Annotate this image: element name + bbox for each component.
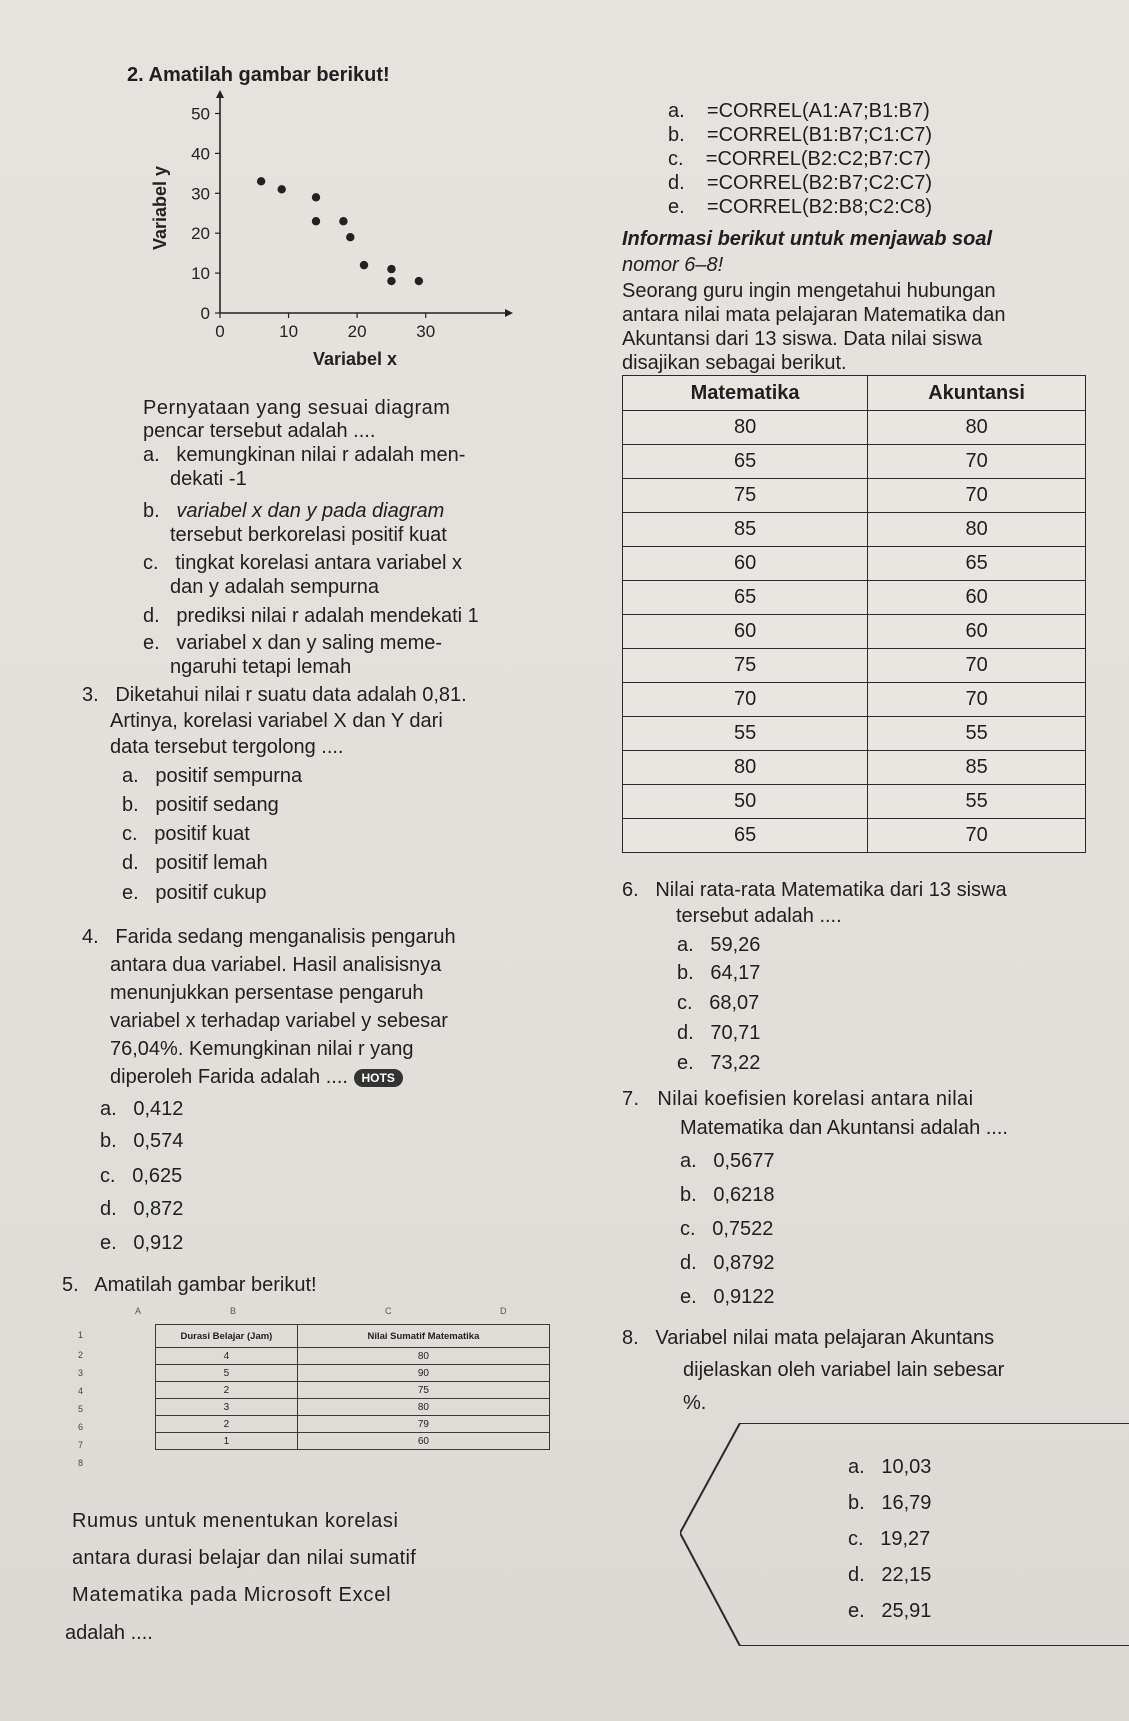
- q7-stem-2: Matematika dan Akuntansi adalah ....: [680, 1117, 1008, 1139]
- q2-option-b-cont: tersebut berkorelasi positif kuat: [170, 524, 447, 546]
- scatter-point: [346, 233, 354, 241]
- q6-option-d[interactable]: d. 70,71: [677, 1022, 761, 1044]
- q2-option-d[interactable]: d. prediksi nilai r adalah mendekati 1: [143, 605, 479, 627]
- q4-stem-5: 76,04%. Kemungkinan nilai r yang: [110, 1038, 414, 1060]
- table-row: [623, 751, 1086, 785]
- row-num: 1: [78, 1330, 84, 1340]
- table-row: [623, 819, 1086, 853]
- scatter-point: [339, 217, 347, 225]
- cell-matematika: 60: [623, 547, 868, 581]
- q4-stem-6: diperoleh Farida adalah .... HOTS: [110, 1064, 403, 1090]
- q7-option-a[interactable]: a. 0,5677: [680, 1150, 775, 1172]
- q4-option-b[interactable]: b. 0,574: [100, 1130, 184, 1152]
- info-text-3: Akuntansi dari 13 siswa. Data nilai siswa: [622, 328, 983, 350]
- y-tick-label: 30: [191, 184, 210, 204]
- cell-akuntansi: 70: [868, 649, 1086, 683]
- cell-duration: 3: [156, 1399, 298, 1416]
- q6-option-c[interactable]: c. 68,07: [677, 992, 760, 1014]
- q6-stem-1: 6. Nilai rata-rata Matematika dari 13 siswa: [622, 879, 1007, 901]
- col-head-c: C: [385, 1306, 392, 1316]
- scatter-point: [312, 217, 320, 225]
- info-text-2: antara nilai mata pelajaran Matematika dan: [622, 304, 1006, 326]
- info-heading-1: Informasi berikut untuk menjawab soal: [622, 228, 993, 250]
- cell-duration: 5: [156, 1365, 298, 1382]
- cell-akuntansi: 55: [868, 785, 1086, 819]
- q2-option-c[interactable]: c. tingkat korelasi antara variabel x: [143, 552, 463, 574]
- cell-akuntansi: 85: [868, 751, 1086, 785]
- table-row: [156, 1399, 550, 1416]
- cell-score: 79: [297, 1416, 549, 1433]
- q5-option-b[interactable]: b. =CORREL(B1:B7;C1:C7): [668, 124, 932, 146]
- q8-stem-3: %.: [683, 1392, 707, 1414]
- table-row: [156, 1382, 550, 1399]
- q4-option-c[interactable]: c. 0,625: [100, 1165, 183, 1187]
- cell-akuntansi: 70: [868, 479, 1086, 513]
- excel-mini-table: [75, 1306, 507, 1478]
- cell-akuntansi: 60: [868, 615, 1086, 649]
- x-tick-label: 30: [416, 322, 436, 341]
- col-head-b: B: [230, 1306, 237, 1316]
- cell-akuntansi: 70: [868, 683, 1086, 717]
- q5-prompt-4: adalah ....: [65, 1622, 153, 1644]
- header-matematika: Matematika: [623, 376, 868, 411]
- scatter-point: [278, 185, 286, 193]
- y-axis-arrow: [216, 90, 224, 98]
- info-text-1: Seorang guru ingin mengetahui hubungan: [622, 280, 996, 302]
- table-row: [156, 1416, 550, 1433]
- cell-matematika: 55: [623, 717, 868, 751]
- q5-stem: 5. Amatilah gambar berikut!: [62, 1274, 317, 1296]
- cell-akuntansi: 60: [868, 581, 1086, 615]
- q4-stem-3: menunjukkan persentase pengaruh: [110, 982, 424, 1004]
- q6-stem-2: tersebut adalah ....: [676, 905, 842, 927]
- q3-option-d[interactable]: d. positif lemah: [122, 852, 268, 874]
- q3-option-c[interactable]: c. positif kuat: [122, 823, 250, 845]
- table-row: [623, 717, 1086, 751]
- hots-badge: HOTS: [354, 1069, 403, 1087]
- q4-stem-1: 4. Farida sedang menganalisis pengaruh: [82, 926, 456, 948]
- cell-matematika: 50: [623, 785, 868, 819]
- cell-matematika: 80: [623, 411, 868, 445]
- q6-option-e[interactable]: e. 73,22: [677, 1052, 761, 1074]
- x-tick-label: 20: [347, 322, 367, 341]
- q8-option-a[interactable]: a. 10,03: [848, 1456, 932, 1478]
- mini-header-duration: Durasi Belajar (Jam): [156, 1325, 298, 1348]
- q5-prompt-1: Rumus untuk menentukan korelasi: [72, 1510, 399, 1532]
- y-axis-label: Variabel y: [150, 165, 170, 251]
- table-row: [623, 785, 1086, 819]
- q5-prompt-3: Matematika pada Microsoft Excel: [72, 1584, 392, 1606]
- q2-option-c-cont: dan y adalah sempurna: [170, 576, 380, 598]
- table-row: [623, 615, 1086, 649]
- q3-stem-2: Artinya, korelasi variabel X dan Y dari: [110, 710, 443, 732]
- q3-stem-3: data tersebut tergolong ....: [110, 736, 344, 758]
- info-heading-2: nomor 6–8!: [622, 254, 724, 276]
- x-tick-label: 10: [279, 322, 299, 341]
- cell-akuntansi: 55: [868, 717, 1086, 751]
- q8-option-c[interactable]: c. 19,27: [848, 1528, 931, 1550]
- scatter-point: [257, 177, 265, 185]
- cell-akuntansi: 65: [868, 547, 1086, 581]
- x-axis-arrow: [505, 309, 513, 317]
- q8-stem-1: 8. Variabel nilai mata pelajaran Akuntans: [622, 1327, 995, 1349]
- row-num: 8: [78, 1458, 84, 1468]
- q7-option-b[interactable]: b. 0,6218: [680, 1184, 775, 1206]
- q2-option-e-cont: ngaruhi tetapi lemah: [170, 656, 352, 678]
- cell-matematika: 80: [623, 751, 868, 785]
- chart-points: [257, 177, 423, 285]
- cell-score: 60: [297, 1433, 549, 1450]
- q4-stem-4: variabel x terhadap variabel y sebesar: [110, 1010, 448, 1032]
- scores-table: [622, 375, 1086, 853]
- row-num: 5: [78, 1404, 84, 1414]
- q6-option-a[interactable]: a. 59,26: [677, 934, 761, 956]
- mini-table-body: [156, 1348, 550, 1450]
- table-row: [623, 479, 1086, 513]
- q2-option-a[interactable]: a. kemungkinan nilai r adalah men-: [143, 444, 466, 466]
- cell-matematika: 65: [623, 819, 868, 853]
- cell-matematika: 65: [623, 445, 868, 479]
- cell-score: 80: [297, 1399, 549, 1416]
- q2-option-a-cont: dekati -1: [170, 468, 247, 490]
- y-tick-label: 50: [191, 104, 210, 124]
- q7-option-e[interactable]: e. 0,9122: [680, 1286, 775, 1308]
- cell-matematika: 75: [623, 649, 868, 683]
- cell-score: 75: [297, 1382, 549, 1399]
- q4-option-e[interactable]: e. 0,912: [100, 1232, 184, 1254]
- q4-option-d[interactable]: d. 0,872: [100, 1198, 184, 1220]
- table-row: [156, 1365, 550, 1382]
- cell-score: 90: [297, 1365, 549, 1382]
- row-num: 4: [78, 1386, 84, 1396]
- scores-table-body: [623, 411, 1086, 853]
- cell-score: 80: [297, 1348, 549, 1365]
- scatter-point: [312, 193, 320, 201]
- scatter-point: [415, 277, 423, 285]
- table-row: [623, 581, 1086, 615]
- table-row: [623, 649, 1086, 683]
- y-tick-label: 20: [191, 224, 210, 244]
- q8-stem-2: dijelaskan oleh variabel lain sebesar: [683, 1359, 1005, 1381]
- table-row: [623, 683, 1086, 717]
- q7-option-c[interactable]: c. 0,7522: [680, 1218, 774, 1240]
- table-row: [623, 411, 1086, 445]
- y-tick-label: 0: [200, 304, 210, 323]
- table-row: [156, 1348, 550, 1365]
- mini-data-table: [155, 1324, 550, 1450]
- info-text-4: disajikan sebagai berikut.: [622, 352, 847, 374]
- x-axis-label: Variabel x: [312, 349, 398, 369]
- cell-matematika: 75: [623, 479, 868, 513]
- q2-statement-1: Pernyataan yang sesuai diagram: [143, 397, 451, 419]
- cell-matematika: 60: [623, 615, 868, 649]
- cell-akuntansi: 80: [868, 513, 1086, 547]
- row-num: 7: [78, 1440, 84, 1450]
- q4-stem-2: antara dua variabel. Hasil analisisnya: [110, 954, 442, 976]
- cell-akuntansi: 70: [868, 445, 1086, 479]
- scatter-point: [387, 265, 395, 273]
- col-head-d: D: [500, 1306, 507, 1316]
- cell-matematika: 65: [623, 581, 868, 615]
- mini-header-score: Nilai Sumatif Matematika: [297, 1325, 549, 1348]
- row-num: 2: [78, 1350, 84, 1360]
- q2-title: 2. Amatilah gambar berikut!: [127, 64, 390, 86]
- table-row: [623, 513, 1086, 547]
- cell-duration: 2: [156, 1416, 298, 1433]
- scatter-plot: [150, 88, 530, 388]
- cell-matematika: 85: [623, 513, 868, 547]
- q3-option-e[interactable]: e. positif cukup: [122, 882, 267, 904]
- q7-option-d[interactable]: d. 0,8792: [680, 1252, 775, 1274]
- q8-option-e[interactable]: e. 25,91: [848, 1600, 932, 1622]
- q7-stem-1: 7. Nilai koefisien korelasi antara nilai: [622, 1088, 974, 1110]
- q6-option-b[interactable]: b. 64,17: [677, 962, 761, 984]
- scatter-point: [360, 261, 368, 269]
- row-num: 6: [78, 1422, 84, 1432]
- chart-axes: [216, 90, 513, 317]
- q5-prompt-2: antara durasi belajar dan nilai sumatif: [72, 1547, 417, 1569]
- table-row: [156, 1433, 550, 1450]
- cell-akuntansi: 80: [868, 411, 1086, 445]
- q8-option-b[interactable]: b. 16,79: [848, 1492, 932, 1514]
- scatter-point: [387, 277, 395, 285]
- cell-duration: 1: [156, 1433, 298, 1450]
- q5-option-e[interactable]: e. =CORREL(B2:B8;C2:C8): [668, 196, 932, 218]
- q4-option-a[interactable]: a. 0,412: [100, 1098, 184, 1120]
- cell-akuntansi: 70: [868, 819, 1086, 853]
- q8-option-d[interactable]: d. 22,15: [848, 1564, 932, 1586]
- header-akuntansi: Akuntansi: [868, 376, 1086, 411]
- y-tick-label: 40: [191, 144, 210, 164]
- q3-stem-1: 3. Diketahui nilai r suatu data adalah 0,81.: [82, 684, 467, 706]
- q2-option-e[interactable]: e. variabel x dan y saling meme-: [143, 632, 443, 654]
- table-row: [623, 445, 1086, 479]
- x-tick-label: 0: [215, 322, 225, 341]
- q2-option-b[interactable]: b. variabel x dan y pada diagram: [143, 500, 445, 522]
- mini-grid: [155, 1324, 550, 1480]
- q5-option-a[interactable]: a. =CORREL(A1:A7;B1:B7): [668, 100, 930, 122]
- cell-matematika: 70: [623, 683, 868, 717]
- q3-option-b[interactable]: b. positif sedang: [122, 794, 279, 816]
- q5-option-c[interactable]: c. =CORREL(B2:C2;B7:C7): [668, 148, 931, 170]
- q5-option-d[interactable]: d. =CORREL(B2:B7;C2:C7): [668, 172, 932, 194]
- row-num: 3: [78, 1368, 84, 1378]
- cell-duration: 4: [156, 1348, 298, 1365]
- q2-statement-2: pencar tersebut adalah ....: [143, 420, 376, 442]
- table-row: [623, 547, 1086, 581]
- cell-duration: 2: [156, 1382, 298, 1399]
- y-tick-label: 10: [191, 264, 210, 284]
- q3-option-a[interactable]: a. positif sempurna: [122, 765, 303, 787]
- col-head-a: A: [135, 1306, 142, 1316]
